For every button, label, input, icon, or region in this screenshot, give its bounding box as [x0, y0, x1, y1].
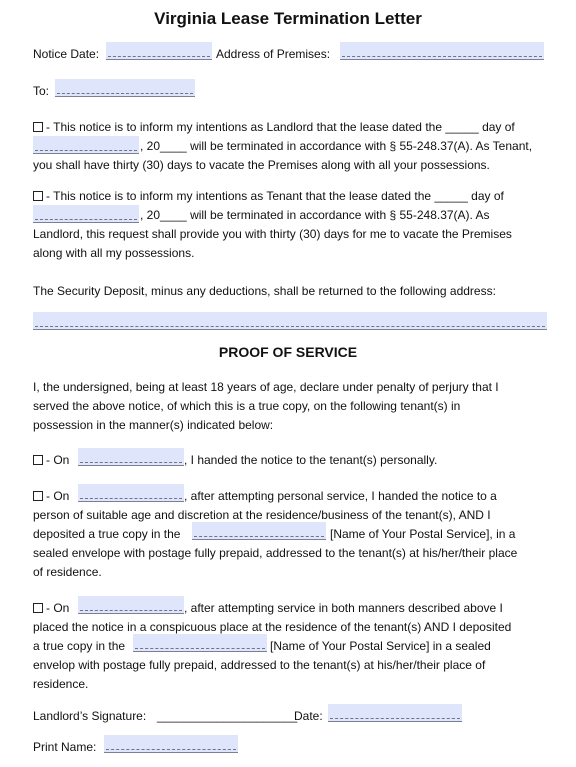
option3-date-field[interactable]	[78, 596, 184, 614]
tenant-notice-line4: along with all my possessions.	[33, 246, 195, 260]
proof-intro-line1: I, the undersigned, being at least 18 years of age, declare under penalty of perjury that I	[33, 380, 499, 394]
option2-line1-end: , after attempting personal service, I handed the notice to a	[184, 489, 497, 503]
print-name-field[interactable]	[104, 735, 238, 753]
option1-prefix: - On	[33, 451, 69, 470]
address-field[interactable]	[340, 42, 544, 60]
landlord-month-field[interactable]	[33, 136, 139, 154]
option3-line2: placed the notice in a conspicuous place at the residence of the tenant(s) AND I deposited	[33, 620, 512, 634]
option2-checkbox[interactable]	[33, 491, 43, 501]
notice-date-field[interactable]	[106, 42, 212, 60]
tenant-year-blank[interactable]	[160, 206, 187, 225]
option2-line5: of residence.	[33, 565, 102, 579]
tenant-notice-line1: - This notice is to inform my intentions as Tenant that the lease dated the _____ day of	[33, 187, 504, 206]
tenant-day-blank[interactable]	[434, 187, 467, 206]
option2-line4: sealed envelope with postage fully prepaid, addressed to the tenant(s) at his/her/their place	[33, 546, 518, 560]
deposit-address-field[interactable]	[33, 312, 547, 330]
landlord-notice-line3: you shall have thirty (30) days to vacate the Premises along with all your possessions.	[33, 158, 490, 172]
date-field[interactable]	[328, 704, 462, 722]
tenant-checkbox[interactable]	[33, 191, 43, 201]
option3-prefix: - On	[33, 599, 69, 618]
signature-label: Landlord’s Signature:	[33, 709, 147, 723]
to-field[interactable]	[55, 79, 195, 97]
date-label: Date:	[294, 709, 323, 723]
to-label: To:	[33, 84, 50, 98]
address-label: Address of Premises:	[216, 47, 331, 61]
landlord-day-blank[interactable]	[445, 118, 478, 137]
option2-prefix: - On	[33, 487, 69, 506]
landlord-notice-line2: , 20____ will be terminated in accordance with § 55-248.37(A). As Tenant,	[140, 137, 532, 156]
option1-text: , I handed the notice to the tenant(s) personally.	[184, 453, 438, 467]
tenant-month-field[interactable]	[33, 205, 139, 223]
tenant-notice-line3: Landlord, this request shall provide you with thirty (30) days for me to vacate the Premises	[33, 227, 512, 241]
option2-postal-service-field[interactable]	[192, 522, 326, 540]
signature-line[interactable]	[157, 707, 297, 726]
option1-checkbox[interactable]	[33, 455, 43, 465]
print-name-label: Print Name:	[33, 740, 97, 754]
option3-line3-end: [Name of Your Postal Service] in a sealed	[270, 639, 491, 653]
option2-date-field[interactable]	[78, 484, 184, 502]
landlord-checkbox[interactable]	[33, 122, 43, 132]
option2-line2: person of suitable age and discretion at the residence/business of the tenant(s), AND I	[33, 508, 491, 522]
notice-date-label: Notice Date:	[33, 47, 100, 61]
proof-intro-line3: possession in the manner(s) indicated below:	[33, 418, 274, 432]
page-title: Virginia Lease Termination Letter	[154, 9, 422, 28]
proof-of-service-title: PROOF OF SERVICE	[218, 344, 358, 360]
option1-date-field[interactable]	[78, 448, 184, 466]
option3-postal-service-field[interactable]	[133, 634, 267, 652]
option3-line4: envelop with postage fully prepaid, addressed to the tenant(s) at his/her/their place of	[33, 658, 486, 672]
option3-checkbox[interactable]	[33, 603, 43, 613]
landlord-notice-line1: - This notice is to inform my intentions as Landlord that the lease dated the _____ day of	[33, 118, 515, 137]
tenant-notice-line2: , 20____ will be terminated in accordance with § 55-248.37(A). As	[140, 206, 490, 225]
option3-line3-start: a true copy in the	[33, 639, 126, 653]
landlord-year-blank[interactable]	[160, 137, 187, 156]
option3-line1-end: , after attempting service in both manners described above I	[184, 601, 503, 615]
deposit-text: The Security Deposit, minus any deductions, shall be returned to the following address:	[33, 284, 496, 298]
option3-line5: residence.	[33, 677, 89, 691]
option2-line3-end: [Name of Your Postal Service], in a	[330, 527, 516, 541]
proof-intro-line2: served the above notice, of which this is a true copy, on the following tenant(s) in	[33, 399, 461, 413]
option2-line3-start: deposited a true copy in the	[33, 527, 181, 541]
